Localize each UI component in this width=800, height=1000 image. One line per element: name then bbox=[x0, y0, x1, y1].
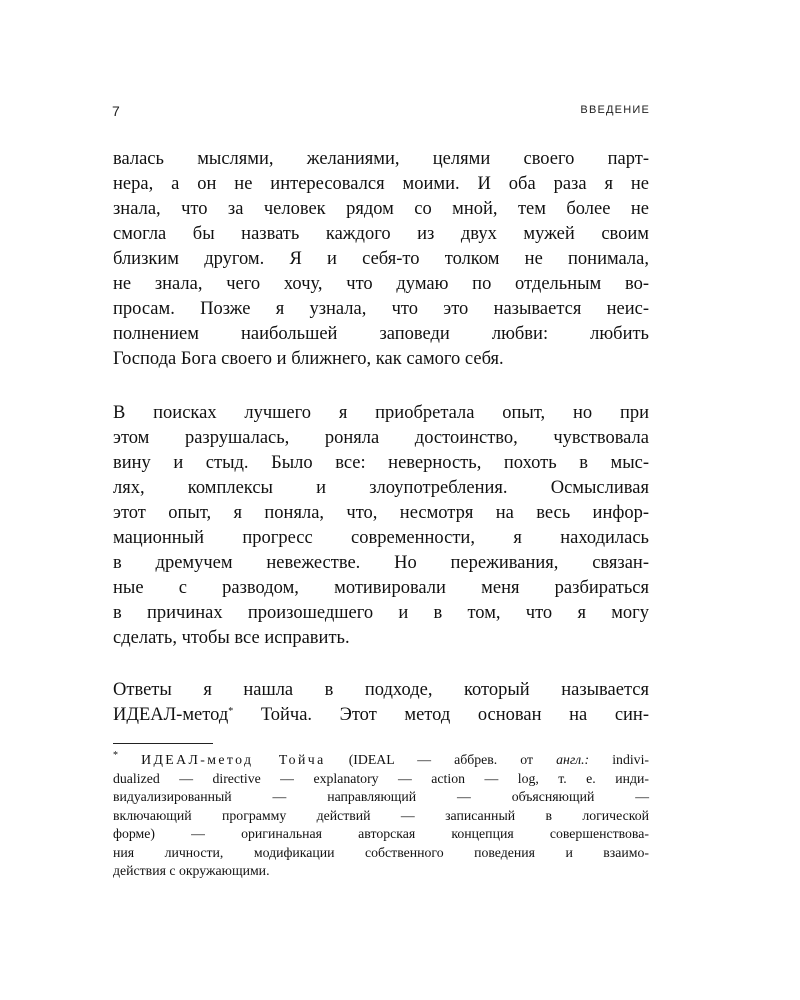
footnote-term: ИДЕАЛ-метод Тойча bbox=[141, 752, 326, 767]
text-segment: indivi- bbox=[589, 752, 649, 767]
footnote-line: включающий программу действий — записанный в логической bbox=[113, 807, 649, 823]
footnote-reference[interactable]: * bbox=[228, 706, 234, 717]
text-line: нера, а он не интересовался моими. И оба раза я не bbox=[113, 174, 649, 194]
footnote bbox=[113, 751, 649, 881]
text-line: в причинах произошедшего и в том, что я могу bbox=[113, 603, 649, 623]
footnote-line: действия с окружающими. bbox=[113, 863, 270, 878]
text-line: в дремучем невежестве. Но переживания, связан- bbox=[113, 553, 649, 573]
paragraph-1 bbox=[113, 147, 649, 372]
paragraph-2 bbox=[113, 401, 649, 651]
text-line: ные с разводом, мотивировали меня разбираться bbox=[113, 578, 649, 598]
text-line: лях, комплексы и злоупотребления. Осмысливая bbox=[113, 478, 649, 498]
page-number: 7 bbox=[112, 103, 120, 119]
text-line: не знала, чего хочу, что думаю по отдельным во- bbox=[113, 274, 649, 294]
text-line: Господа Бога своего и ближнего, как самого себя. bbox=[113, 349, 504, 369]
text-segment: Тойча. Этот метод основан на син- bbox=[233, 705, 649, 725]
text-line: смогла бы назвать каждого из двух мужей своим bbox=[113, 224, 649, 244]
footnote-divider bbox=[113, 743, 213, 744]
text-line: валась мыслями, желаниями, целями своего парт- bbox=[113, 149, 649, 169]
text-line: Ответы я нашла в подходе, который называется bbox=[113, 680, 649, 700]
text-line: этом разрушалась, роняла достоинство, чувствовала bbox=[113, 428, 649, 448]
text-line bbox=[113, 703, 649, 728]
text-line: просам. Позже я узнала, что это называется неис- bbox=[113, 299, 649, 319]
running-head: ВВЕДЕНИЕ bbox=[580, 104, 650, 116]
method-name: ИДЕАЛ-метод bbox=[113, 705, 229, 725]
text-line: мационный прогресс современности, я находилась bbox=[113, 528, 649, 548]
text-line: полнением наибольшей заповеди любви: любить bbox=[113, 324, 649, 344]
text-line: сделать, чтобы все исправить. bbox=[113, 628, 350, 648]
footnote-line: видуализированный — направляющий — объясняющий — bbox=[113, 789, 649, 804]
text-line: близким другом. Я и себя-то толком не понимала, bbox=[113, 249, 649, 269]
abbreviation: англ.: bbox=[556, 752, 590, 767]
text-line: знала, что за человек рядом со мной, тем более не bbox=[113, 199, 649, 219]
footnote-line: ния личности, модификации собственного поведения и взаимо- bbox=[113, 844, 649, 860]
text-line: В поисках лучшего я приобретала опыт, но при bbox=[113, 403, 649, 423]
text-line: этот опыт, я поняла, что, несмотря на весь инфор- bbox=[113, 503, 649, 523]
footnote-line: dualized — directive — explanatory — action — log, т. е. инди- bbox=[113, 770, 649, 786]
text-line: вину и стыд. Было все: неверность, похоть в мыс- bbox=[113, 453, 649, 473]
footnote-marker: * bbox=[113, 750, 118, 761]
footnote-line bbox=[113, 751, 649, 770]
paragraph-3 bbox=[113, 678, 649, 728]
footnote-line: форме) — оригинальная авторская концепция совершенствова- bbox=[113, 826, 649, 841]
text-segment: (IDEAL — аббрев. от bbox=[348, 752, 557, 767]
